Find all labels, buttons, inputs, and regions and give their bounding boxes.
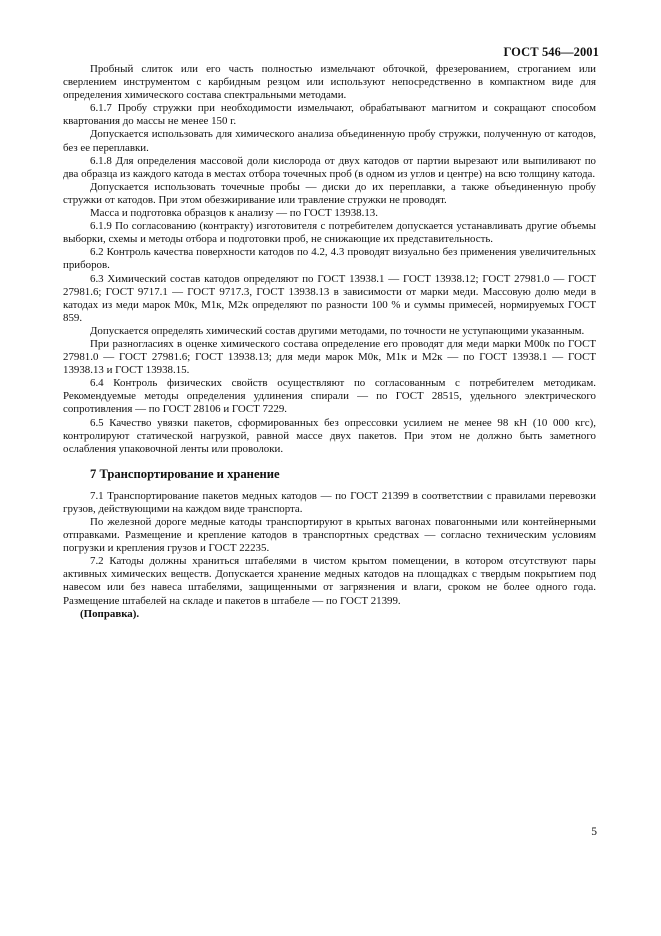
paragraph: 6.3 Химический состав катодов определяют по ГОСТ 13938.1 — ГОСТ 13938.12; ГОСТ 27981.0 — ГОСТ 27981.6; ГОСТ 9717.1 — ГОСТ 9717.3, ГОСТ 13938.13 в зависимости от марки меди. Массовую долю меди в катодах из меди марок М0к, М1к, М2к определяют по разности 100 % и суммы примесей, нормируемых ГОСТ 859. [63,272,596,324]
standard-code: ГОСТ 546—2001 [503,45,599,59]
amendment-note: (Поправка). [80,607,140,620]
paragraph: Пробный слиток или его часть полностью измельчают обточкой, фрезерованием, строганием или сверлением инструментом с карбидным резцом или используют непосредственно в компактном виде для определения химического состава спектральными методами. [63,63,596,102]
paragraph: 6.1.8 Для определения массовой доли кислорода от двух катодов от партии вырезают или выпиливают по два образца из каждого катода в местах отбора точечных проб (в одном из углов и центре) на всю толщину катода. [63,154,596,180]
page-number: 5 [591,826,597,838]
paragraph: Допускается использовать точечные пробы — диски до их переплавки, а также объединенную пробу стружки от катодов. При этом обезжиривание или травление стружки не проводят. [63,180,596,206]
paragraph: 6.2 Контроль качества поверхности катодов по 4.2, 4.3 проводят визуально без применения увеличительных приборов. [63,246,596,272]
paragraph: 7.2 Катоды должны храниться штабелями в чистом крытом помещении, в котором отсутствуют пары активных химических веществ. Допускается хранение медных катодов на площадках с твердым покрытием под навесом или без навеса штабелями, защищенными от загрязнения и влаги, сроком не более одного года. Размещение штабелей на складе и пакетов в штабеле — по ГОСТ 21399. [63,555,596,607]
paragraph: 6.5 Качество увязки пакетов, сформированных без опрессовки усилием не менее 98 кН (10 000 кгс), контролируют статической нагрузкой, равной массе двух пакетов. При этом не должно быть заметного ослабления упаковочной ленты или проволоки. [63,416,596,455]
paragraph: При разногласиях в оценке химического состава определение его проводят для меди марки М00к по ГОСТ 27981.0 — ГОСТ 27981.6; ГОСТ 13938.13; для меди марок М0к, М1к и М2к — по ГОСТ 13938.1 — ГОСТ 13938.13 и ГОСТ 13938.15. [63,337,596,377]
paragraph: 7.1 Транспортирование пакетов медных катодов — по ГОСТ 21399 в соответствии с правилами перевозки грузов, действующими на каждом виде транспорта. [63,489,596,515]
paragraph: Допускается использовать для химического анализа объединенную пробу стружки, полученную от катодов, без ее переплавки. [63,128,596,154]
paragraph: По железной дороге медные катоды транспортируют в крытых вагонах повагонными или контейнерными отправками. Размещение и крепление катодов в транспортных средствах — согласно техническим условиям погрузки и крепления грузов и ГОСТ 22235. [63,516,596,555]
body-text [63,63,596,621]
paragraph: 6.1.7 Пробу стружки при необходимости измельчают, обрабатывают магнитом и сокращают способом квартования до массы не менее 150 г. [63,102,596,128]
paragraph: 6.1.9 По согласованию (контракту) изготовителя с потребителем допускается устанавливать другие объемы выборки, схемы и методы отбора и подготовки проб, не снижающие их представительность. [63,220,596,246]
paragraph: Допускается определять химический состав другими методами, по точности не уступающими указанным. [90,324,585,337]
paragraph: 6.4 Контроль физических свойств осуществляют по согласованным с потребителем методикам. Рекомендуемые методы определения удлинения спирали — по ГОСТ 28515, удельного электрического сопротивления — по ГОСТ 28106 и ГОСТ 7229. [63,377,596,416]
section-heading: 7 Транспортирование и хранение [90,466,280,481]
paragraph: Масса и подготовка образцов к анализу — по ГОСТ 13938.13. [90,207,378,220]
